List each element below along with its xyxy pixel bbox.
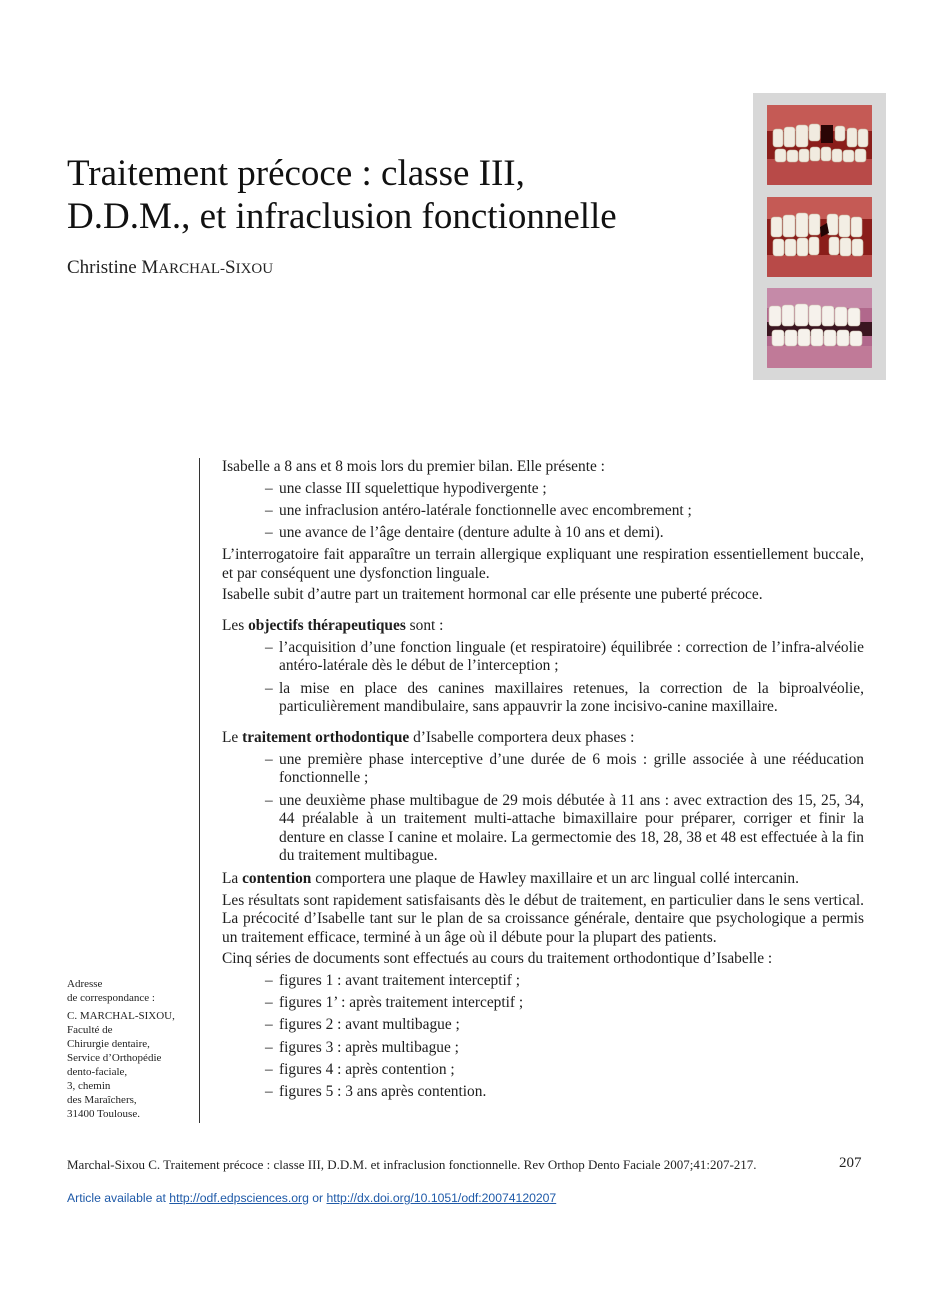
contention-bold: contention — [242, 870, 312, 888]
photo-panel — [753, 93, 886, 380]
paragraph-intro: Isabelle a 8 ans et 8 mois lors du premier bilan. Elle présente : — [222, 458, 605, 475]
author-last-initial: M — [141, 257, 159, 278]
intro-list — [222, 480, 864, 543]
list-item: – figures 1 : avant traitement interceptif ; — [265, 972, 864, 991]
address-line: dento-faciale, — [67, 1066, 128, 1078]
list-item: – l’acquisition d’une fonction linguale (et respiratoire) équilibrée : correction de l’infra-alvéolie antéro-latérale dès le début de l’interception ; — [265, 639, 864, 676]
objectifs-pre: Les — [222, 616, 249, 634]
paragraph-hormonal: Isabelle subit d’autre part un traitement hormonal car elle présente une puberté précoce. — [222, 586, 763, 604]
address-heading-line: de correspondance : — [67, 992, 155, 1004]
series-list — [222, 972, 864, 1102]
paragraph-interrogatoire: L’interrogatoire fait apparaître un terrain allergique expliquant une respiration essentiellement buccale, et par conséquent une dysfonction linguale. — [222, 546, 864, 582]
availability-pre: Article available at — [67, 1191, 170, 1205]
list-item: – figures 5 : 3 ans après contention. — [265, 1083, 864, 1102]
list-item: – figures 4 : après contention ; — [265, 1061, 864, 1080]
author-name — [67, 256, 273, 281]
contention-pre: La — [222, 870, 243, 888]
page-number: 207 — [839, 1155, 862, 1171]
article-title-line-1: Traitement précoce : classe III, — [67, 153, 525, 194]
address-heading — [67, 977, 193, 1005]
address-line: 3, chemin — [67, 1080, 111, 1092]
author-first-name: Christine — [67, 257, 142, 278]
list-item: – la mise en place des canines maxillaires retenues, la correction de la biproalvéolie, particulièrement mandibulaire, sans appauvrir la zone incisivo-canine maxillaire. — [265, 680, 864, 717]
list-item: – une classe III squelettique hypodivergente ; — [265, 480, 864, 499]
availability-line — [67, 1191, 556, 1205]
article-title — [67, 152, 727, 238]
author-last2-initial: S — [225, 257, 236, 278]
availability-mid: or — [308, 1191, 327, 1205]
list-item: – une avance de l’âge dentaire (denture adulte à 10 ans et demi). — [265, 524, 864, 543]
article-title-line-2: D.D.M., et infraclusion fonctionnelle — [67, 196, 617, 237]
address-line: des Maraîchers, — [67, 1094, 137, 1106]
list-item: – figures 3 : après multibague ; — [265, 1039, 864, 1058]
address-line: Service d’Orthopédie — [67, 1052, 162, 1064]
author-last-rest: ARCHAL- — [158, 261, 225, 277]
paragraph-series: Cinq séries de documents sont effectués au cours du traitement orthodontique d’Isabelle : — [222, 950, 773, 968]
traitement-bold: traitement orthodontique — [242, 728, 410, 746]
list-item: – figures 1’ : après traitement interceptif ; — [265, 994, 864, 1013]
doi-link[interactable]: http://dx.doi.org/10.1051/odf:20074120207 — [326, 1191, 557, 1205]
paragraph-traitement — [222, 729, 864, 748]
column-divider — [199, 458, 200, 1123]
traitement-list — [222, 751, 864, 867]
intraoral-photo-2 — [767, 197, 872, 277]
paragraph-resultats: Les résultats sont rapidement satisfaisants dès le début de traitement, en particulier dans le sens vertical. La précocité d’Isabelle tant sur le plan de sa croissance générale, dentaire que psychologique a permis un traitement efficace, terminé à un âge où il débute pour la plupart des patients. — [222, 891, 864, 946]
traitement-post: d’Isabelle comportera deux phases : — [409, 728, 635, 746]
intraoral-photo-3 — [767, 288, 872, 368]
list-item: – une deuxième phase multibague de 29 mois débutée à 11 ans : avec extraction des 15, 25, 34, 44 préalable à un traitement multi-attache bimaxillaire pour préparer, corriger et finir la denture en classe I canine et molaire. La germectomie des 18, 28, 38 et 48 est effectuée à la fin du traitement multibague. — [265, 792, 864, 866]
paragraph-contention — [222, 870, 864, 889]
paragraph-objectifs — [222, 617, 864, 636]
list-item: – une première phase interceptive d’une durée de 6 mois : grille associée à une rééducation fonctionnelle ; — [265, 751, 864, 788]
address-line: Faculté de — [67, 1024, 113, 1036]
article-body — [222, 458, 864, 1105]
objectifs-post: sont : — [405, 616, 444, 634]
list-item: – une infraclusion antéro-latérale fonctionnelle avec encombrement ; — [265, 502, 864, 521]
journal-site-link[interactable]: http://odf.edpsciences.org — [169, 1191, 309, 1205]
traitement-pre: Le — [222, 728, 243, 746]
objectifs-list — [222, 639, 864, 717]
author-last2-rest: IXOU — [235, 261, 274, 277]
address-line: 31400 Toulouse. — [67, 1108, 140, 1120]
intraoral-photo-1 — [767, 105, 872, 185]
address-heading-line: Adresse — [67, 978, 103, 990]
correspondence-address — [67, 977, 193, 1121]
address-line: Chirurgie dentaire, — [67, 1038, 150, 1050]
list-item: – figures 2 : avant multibague ; — [265, 1016, 864, 1035]
contention-post: comportera une plaque de Hawley maxillaire et un arc lingual collé intercanin. — [311, 870, 799, 888]
address-line: C. MARCHAL-SIXOU, — [67, 1010, 175, 1022]
objectifs-bold: objectifs thérapeutiques — [248, 616, 406, 634]
citation-line: Marchal-Sixou C. Traitement précoce : classe III, D.D.M. et infraclusion fonctionnelle. Rev Orthop Dento Faciale 2007;41:207-217. — [67, 1157, 757, 1172]
